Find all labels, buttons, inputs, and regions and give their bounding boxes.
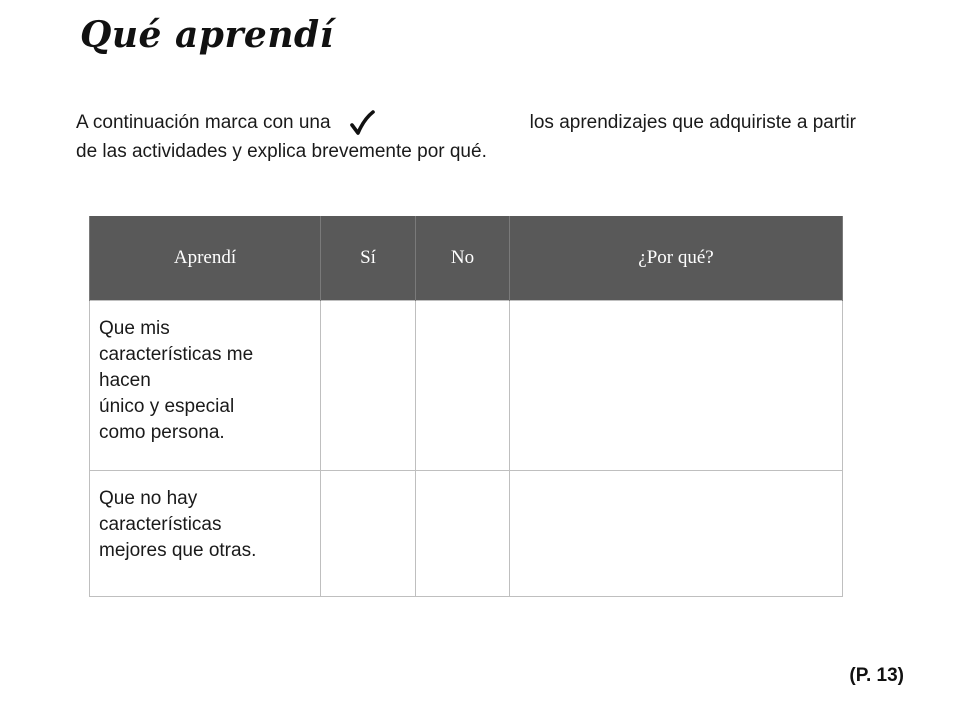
table-header-row bbox=[90, 216, 843, 301]
learning-cell bbox=[90, 301, 321, 471]
page-title: Qué aprendí bbox=[80, 14, 334, 56]
por-que-cell[interactable] bbox=[510, 301, 843, 471]
learning-text-line: características me bbox=[99, 344, 254, 365]
table-row bbox=[90, 471, 843, 597]
no-cell[interactable] bbox=[416, 301, 510, 471]
header-por-que: ¿Por qué? bbox=[510, 216, 843, 301]
learning-table bbox=[89, 216, 843, 597]
learning-text-line: Que mis bbox=[99, 318, 170, 339]
header-aprendi: Aprendí bbox=[90, 216, 321, 301]
instructions-text-after: los aprendizajes que adquiriste a partir bbox=[529, 112, 856, 133]
por-que-cell[interactable] bbox=[510, 471, 843, 597]
header-si: Sí bbox=[321, 216, 416, 301]
learning-text-line: único y especial bbox=[99, 396, 235, 417]
instructions-line-2: de las actividades y explica brevemente por qué. bbox=[76, 141, 487, 162]
instructions bbox=[76, 108, 866, 166]
learning-text-line: características bbox=[99, 514, 222, 535]
instructions-text-before: A continuación marca con una bbox=[76, 112, 331, 133]
learning-text-line: mejores que otras. bbox=[99, 540, 257, 561]
no-cell[interactable] bbox=[416, 471, 510, 597]
learning-cell bbox=[90, 471, 321, 597]
learning-text-line: hacen bbox=[99, 370, 151, 391]
check-mark-icon bbox=[349, 110, 375, 136]
instructions-line-1 bbox=[76, 108, 856, 137]
learning-text-line: como persona. bbox=[99, 422, 225, 443]
header-no: No bbox=[416, 216, 510, 301]
si-cell[interactable] bbox=[321, 471, 416, 597]
learning-text-line: Que no hay bbox=[99, 488, 198, 509]
page-reference: (P. 13) bbox=[849, 665, 904, 686]
si-cell[interactable] bbox=[321, 301, 416, 471]
table-row bbox=[90, 301, 843, 471]
